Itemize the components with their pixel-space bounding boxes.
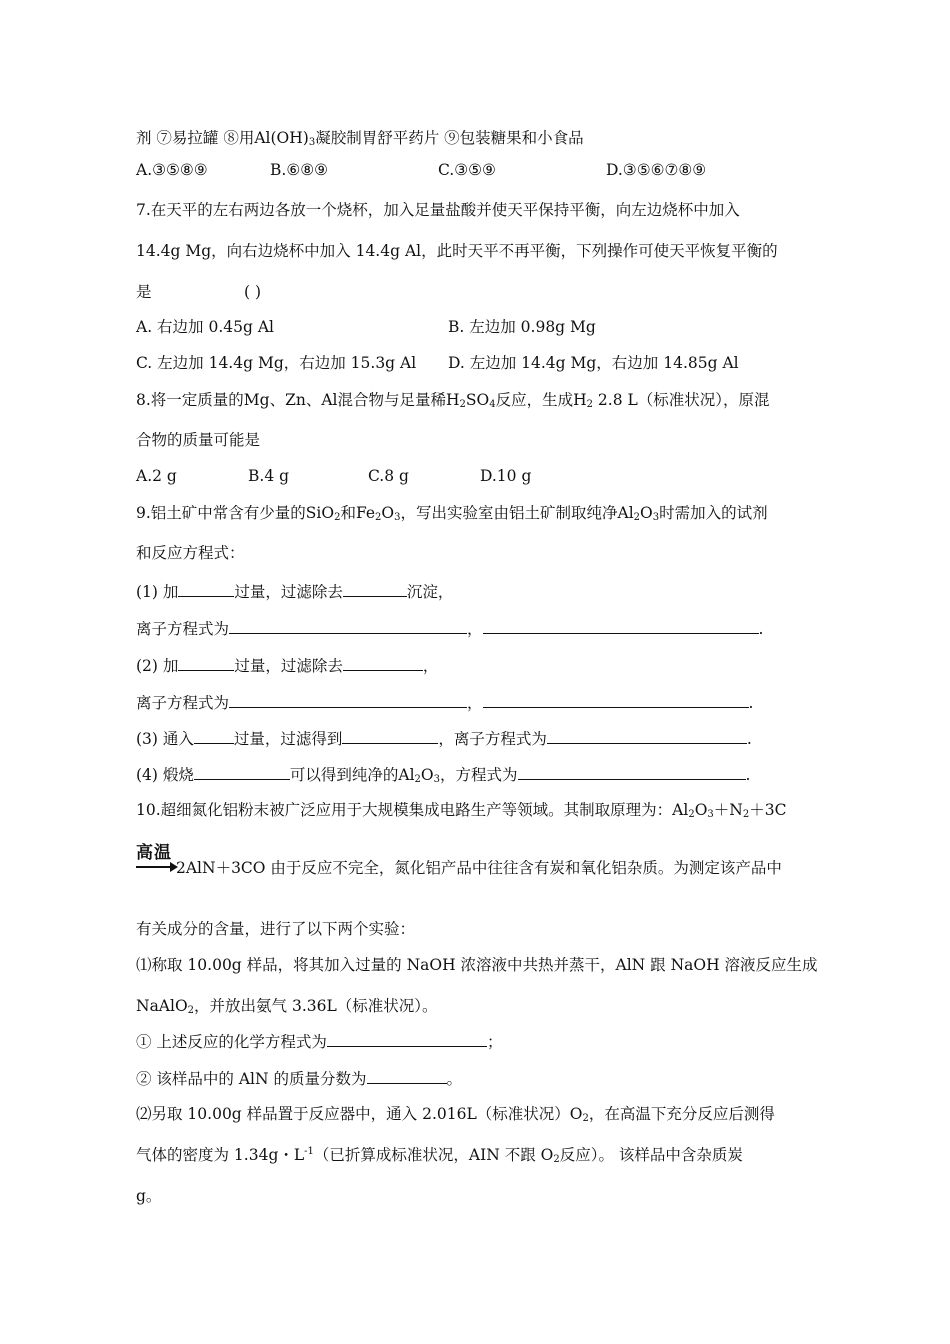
q7-stem-line2: 14.4g Mg，向右边烧杯中加入 14.4g Al，此时天平不再平衡，下列操作可使天平恢复平衡的 <box>136 242 778 260</box>
q8-stem-line1: 8.将一定质量的Mg、Zn、Al混合物与足量稀$H_2SO_4$反应，生成$H_2$ 2.8 L（标准状况），原混 <box>136 391 770 410</box>
fill-blank[interactable] <box>483 618 759 634</box>
q7-option-d: D. 左边加 14.4g Mg，右边加 14.85g Al <box>448 354 739 372</box>
q8-option-b: B.4 g <box>248 467 290 485</box>
q7-stem-line3: 是 ( ) <box>136 283 262 301</box>
q8-stem-line2: 合物的质量可能是 <box>136 431 261 449</box>
q6-option-d: D.③⑤⑥⑦⑧⑨ <box>606 161 707 179</box>
fill-blank[interactable] <box>229 618 467 634</box>
q10-stem-line3: 有关成分的含量，进行了以下两个实验： <box>136 920 416 938</box>
fill-blank[interactable] <box>518 764 746 780</box>
q10-answer1: ① 上述反应的化学方程式为 ； <box>136 1033 503 1051</box>
q9-step2: (2) 加 过量，过滤除去 ， <box>136 657 439 675</box>
q6-option-c: C.③⑤⑨ <box>438 161 496 179</box>
fill-blank[interactable] <box>343 655 423 671</box>
fill-blank[interactable] <box>178 581 234 597</box>
fill-blank[interactable] <box>483 692 749 708</box>
q8-option-c: C.8 g <box>368 467 409 485</box>
fill-blank[interactable] <box>229 692 467 708</box>
q10-part1-line1: ⑴称取 10.00g 样品，将其加入过量的 NaOH 浓溶液中共热并蒸干，AlN 跟 NaOH 溶液反应生成 <box>136 956 818 974</box>
arrow-shaft <box>136 866 174 868</box>
q10-part2-line2: 气体的密度为 1.34g・$L^{-1}$（已折算成标准状况，AIN 不跟 $O_2$反应）。 该样品中含杂质炭 <box>136 1146 743 1165</box>
fill-blank[interactable] <box>327 1031 487 1047</box>
q6-continuation: 剂 ⑦易拉罐 ⑧用$Al(OH)_3$凝胶制胃舒平药片 ⑨包装糖果和小食品 <box>136 129 584 148</box>
q9-step3: (3) 通入 过量，过滤得到 ，离子方程式为 . <box>136 730 752 748</box>
fill-blank[interactable] <box>342 728 438 744</box>
fill-blank[interactable] <box>547 728 747 744</box>
q6-option-a: A.③⑤⑧⑨ <box>136 161 208 179</box>
q6-option-b: B.⑥⑧⑨ <box>270 161 329 179</box>
q8-option-a: A.2 g <box>136 467 177 485</box>
q10-part2-line1: ⑵另取 10.00g 样品置于反应器中，通入 2.016L（标准状况）$O_2$，在高温下充分反应后测得 <box>136 1105 775 1124</box>
fill-blank[interactable] <box>367 1068 447 1084</box>
reaction-condition-label: 高温 <box>136 843 172 863</box>
q10-answer2: ② 该样品中的 AlN 的质量分数为 。 <box>136 1070 463 1088</box>
q9-stem-line1: 9.铝土矿中常含有少量的SiO$_2$和$Fe_2O_3$，写出实验室由铝土矿制取纯净$Al_2O_3$时需加入的试剂 <box>136 504 768 523</box>
reaction-arrow <box>136 844 176 862</box>
fill-blank[interactable] <box>343 581 407 597</box>
q9-step1: (1) 加 过量，过滤除去 沉淀， <box>136 583 454 601</box>
q10-part2-line3: g。 <box>136 1187 162 1205</box>
q9-step4: (4) 煅烧 可以得到纯净的$Al_2O_3$，方程式为 . <box>136 766 751 785</box>
q9-step2-ion-equation: 离子方程式为 ， . <box>136 694 754 712</box>
q10-part1-line2: NaAlO$_2$，并放出氨气 3.36L（标准状况）。 <box>136 997 438 1016</box>
q10-stem-line1: 10.超细氮化铝粉末被广泛应用于大规模集成电路生产等领域。其制取原理为：$Al_2O_3+N_2+3C$ <box>136 801 787 820</box>
q7-option-b: B. 左边加 0.98g Mg <box>448 318 596 336</box>
fill-blank[interactable] <box>194 764 290 780</box>
q10-stem-line2: 2AlN＋3CO 由于反应不完全，氮化铝产品中往往含有炭和氧化铝杂质。为测定该产品中 <box>176 859 782 877</box>
q7-option-a: A. 右边加 0.45g Al <box>136 318 274 336</box>
answer-paren: ( ) <box>244 283 262 301</box>
fill-blank[interactable] <box>194 728 234 744</box>
q7-option-c: C. 左边加 14.4g Mg，右边加 15.3g Al <box>136 354 417 372</box>
q9-stem-line2: 和反应方程式： <box>136 544 245 562</box>
q7-stem-line1: 7.在天平的左右两边各放一个烧杯，加入足量盐酸并使天平保持平衡，向左边烧杯中加入 <box>136 201 740 219</box>
fill-blank[interactable] <box>178 655 234 671</box>
q9-step1-ion-equation: 离子方程式为 ， . <box>136 620 764 638</box>
q8-option-d: D.10 g <box>480 467 532 485</box>
